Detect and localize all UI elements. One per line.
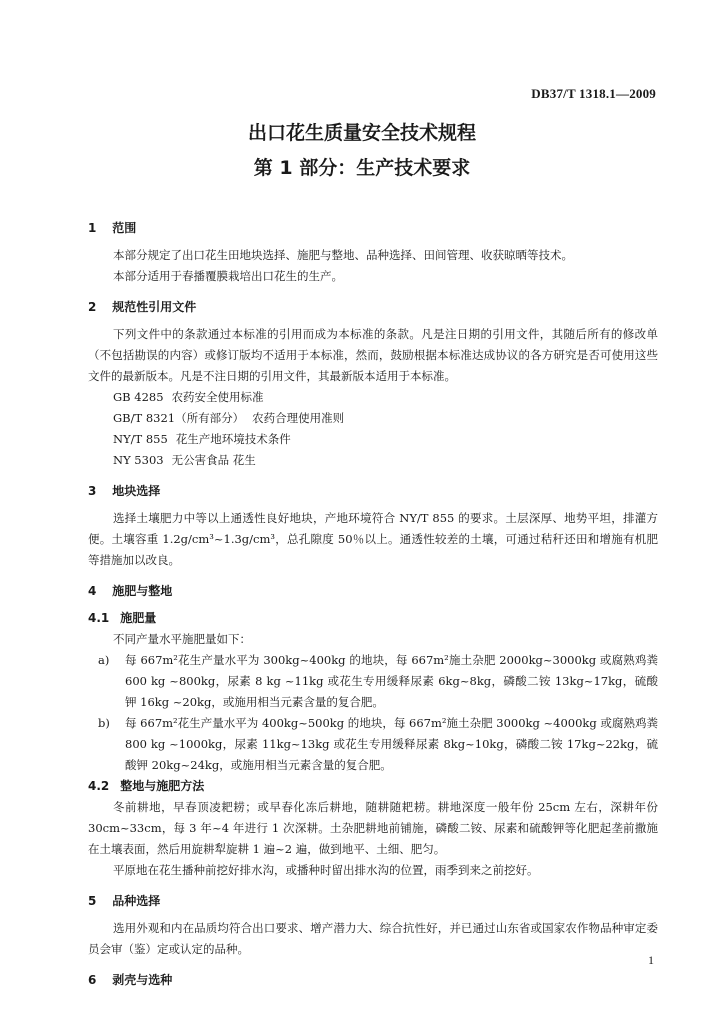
section-heading-variety-selection — [88, 891, 658, 912]
section-number: 6 — [88, 973, 97, 987]
reference-code: NY 5303 — [113, 453, 164, 467]
subsection-title: 施肥量 — [120, 611, 157, 625]
section-number: 5 — [88, 894, 97, 908]
paragraph: 本部分规定了出口花生田地块选择、施肥与整地、品种选择、田间管理、收获晾晒等技术。 — [113, 248, 573, 262]
reference-title: 农药合理使用准则 — [252, 411, 345, 425]
section-number: 3 — [88, 484, 97, 498]
list-text: 每 667m²花生产量水平为 300kg~400kg 的地块，每 667m²施土杂肥 2000kg~3000kg 或腐熟鸡粪 600 kg ~800kg，尿素 8 kg ~11kg 或花生专用缓释尿素 6kg~8kg，磷酸二铵 13kg~17kg，硫酸钾 16kg ~20kg，或施用相当元素含量的复合肥。 — [125, 653, 658, 709]
reference-title: 农药安全使用标准 — [171, 390, 264, 404]
paragraph: 不同产量水平施肥量如下： — [113, 632, 251, 646]
document-subtitle: 第 1 部分：生产技术要求 — [253, 157, 471, 179]
section-heading-shelling — [88, 970, 658, 991]
section-title: 施肥与整地 — [112, 584, 173, 598]
section-heading-plot-selection — [88, 481, 658, 502]
reference-item — [88, 408, 658, 429]
list-label: b) — [98, 716, 110, 730]
reference-code: GB 4285 — [113, 390, 164, 404]
list-text: 每 667m²花生产量水平为 400kg~500kg 的地块，每 667m²施土杂肥 3000kg ~4000kg 或腐熟鸡粪 800 kg ~1000kg，尿素 11kg~13kg 或花生专用缓释尿素 8kg~10kg，磷酸二铵 17kg~22kg，硫酸钾 20kg~24kg，或施用相当元素含量的复合肥。 — [125, 716, 658, 772]
list-label: a) — [98, 653, 110, 667]
list-item — [88, 650, 658, 713]
document-body — [88, 218, 658, 991]
section-number: 1 — [88, 221, 97, 235]
reference-item — [88, 429, 658, 450]
paragraph: 选择土壤肥力中等以上通透性良好地块，产地环境符合 NY/T 855 的要求。土层深厚、地势平坦，排灌方便。土壤容重 1.2g/cm³~1.3g/cm³，总孔隙度 50％以上。通透性较差的土壤，可通过秸秆还田和增施有机肥等措施加以改良。 — [88, 511, 658, 567]
section-number: 2 — [88, 300, 97, 314]
paragraph: 冬前耕地，早春顶凌耙耢；或早春化冻后耕地，随耕随耙耢。耕地深度一般年份 25cm 左右，深耕年份 30cm~33cm，每 3 年~4 年进行 1 次深耕。土杂肥耕地前铺施，磷酸二铵、尿素和硫酸钾等化肥起垄前撒施在土壤表面，然后用旋耕犁旋耕 1 遍~2 遍，做到地平、土细、肥匀。 — [88, 800, 658, 856]
subsection-heading-land-preparation — [88, 776, 658, 797]
subsection-number: 4.2 — [88, 779, 110, 793]
page-number: 1 — [648, 953, 654, 967]
section-title: 品种选择 — [112, 894, 161, 908]
paragraph: 平原地在花生播种前挖好排水沟，或播种时留出排水沟的位置，雨季到来之前挖好。 — [113, 863, 539, 877]
section-title: 规范性引用文件 — [112, 300, 197, 314]
subsection-number: 4.1 — [88, 611, 110, 625]
reference-item — [88, 387, 658, 408]
section-title: 地块选择 — [112, 484, 161, 498]
document-number: DB37/T 1318.1—2009 — [531, 86, 656, 101]
section-heading-fertilization — [88, 581, 658, 602]
document-title: 出口花生质量安全技术规程 — [247, 122, 476, 144]
subsection-heading-fertilizer-amount — [88, 608, 658, 629]
paragraph: 下列文件中的条款通过本标准的引用而成为本标准的条款。凡是注日期的引用文件，其随后所有的修改单（不包括勘误的内容）或修订版均不适用于本标准，然而，鼓励根据本标准达成协议的各方研究是否可使用这些文件的最新版本。凡是不注日期的引用文件，其最新版本适用于本标准。 — [88, 327, 658, 383]
reference-title: 无公害食品 花生 — [171, 453, 256, 467]
section-heading-scope — [88, 218, 658, 239]
paragraph: 本部分适用于春播覆膜栽培出口花生的生产。 — [113, 269, 343, 283]
list-item — [88, 713, 658, 776]
paragraph: 选用外观和内在品质均符合出口要求、增产潜力大、综合抗性好，并已通过山东省或国家农作物品种审定委员会审（鉴）定或认定的品种。 — [88, 921, 658, 956]
section-heading-normative-references — [88, 297, 658, 318]
reference-title: 花生产地环境技术条件 — [175, 432, 291, 446]
subsection-title: 整地与施肥方法 — [120, 779, 205, 793]
section-title: 剥壳与选种 — [112, 973, 173, 987]
section-number: 4 — [88, 584, 97, 598]
section-title: 范围 — [112, 221, 137, 235]
reference-item — [88, 450, 658, 471]
reference-code: GB/T 8321（所有部分） — [113, 411, 245, 425]
reference-code: NY/T 855 — [113, 432, 168, 446]
